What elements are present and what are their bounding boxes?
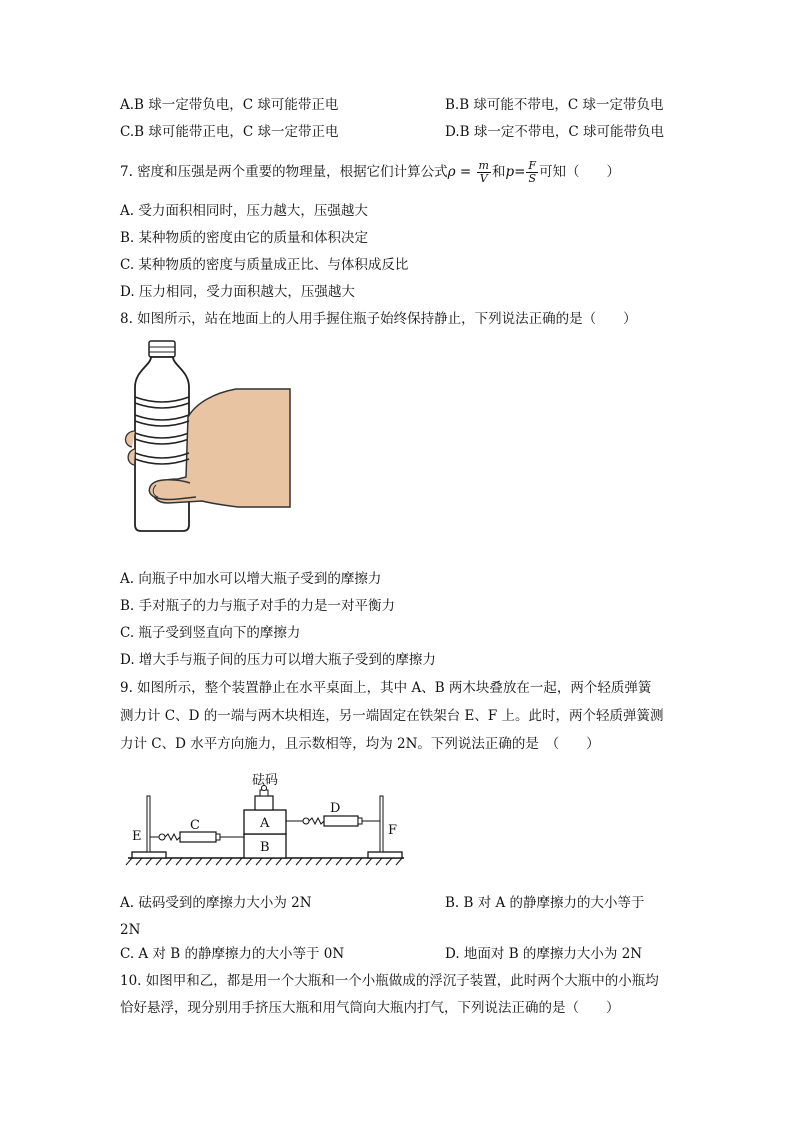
bottle-cap bbox=[149, 341, 175, 357]
q9-stem-line1: 9. 如图所示，整个装置静止在水平桌面上，其中 A、B 两木块叠放在一起，两个轻质弹簧 bbox=[120, 680, 652, 696]
q8-stem: 8. 如图所示，站在地面上的人用手握住瓶子始终保持静止，下列说法正确的是（ ） bbox=[120, 311, 637, 327]
q7-density-fraction bbox=[477, 160, 491, 185]
q7-frac-s: S bbox=[528, 172, 537, 185]
q7-frac-f: F bbox=[528, 159, 537, 172]
spring-scale-c bbox=[150, 832, 244, 842]
label-c: C bbox=[190, 818, 200, 833]
q9-option-b: B. B 对 A 的静摩擦力的大小等于 bbox=[445, 895, 645, 911]
q7-option-d: D. 压力相同，受力面积越大，压强越大 bbox=[120, 284, 355, 300]
q7-pressure-fraction bbox=[526, 160, 538, 185]
label-e: E bbox=[132, 829, 142, 844]
q6-option-d: D.B 球一定不带电，C 球可能带负电 bbox=[445, 124, 664, 140]
q9-option-b-continued: 2N bbox=[120, 922, 141, 938]
q7-eq: = bbox=[455, 164, 476, 180]
q9-stem-line2: 测力计 C、D 的一端与两木块相连，另一端固定在铁架台 E、F 上。此时，两个轻质弹簧测 bbox=[120, 708, 664, 724]
weight bbox=[255, 786, 273, 811]
bottle-hand-figure bbox=[118, 335, 298, 535]
q7-and: 和 bbox=[491, 164, 506, 180]
q6-option-a: A.B 球一定带负电，C 球可能带正电 bbox=[120, 97, 339, 113]
q7-frac-m: m bbox=[478, 159, 489, 172]
q8-option-b: B. 手对瓶子的力与瓶子对手的力是一对平衡力 bbox=[120, 598, 396, 614]
q7-option-b: B. 某种物质的密度由它的质量和体积决定 bbox=[120, 230, 369, 246]
label-weight: 砝码 bbox=[252, 773, 279, 788]
label-a: A bbox=[260, 816, 270, 831]
finger-tip bbox=[128, 449, 135, 465]
q9-option-d: D. 地面对 B 的摩擦力大小为 2N bbox=[445, 946, 643, 962]
q7-rho: ρ bbox=[447, 164, 456, 180]
q8-option-a: A. 向瓶子中加水可以增大瓶子受到的摩擦力 bbox=[120, 571, 382, 587]
q10-stem-line2: 恰好悬浮，现分别用手挤压大瓶和用气筒向大瓶内打气，下列说法正确的是（ ） bbox=[120, 1000, 620, 1016]
q8-option-c: C. 瓶子受到竖直向下的摩擦力 bbox=[120, 625, 301, 641]
q6-option-c: C.B 球可能带正电，C 球一定带正电 bbox=[120, 124, 339, 140]
q6-option-b: B.B 球可能不带电，C 球一定带负电 bbox=[445, 97, 664, 113]
q10-stem-line1: 10. 如图甲和乙，都是用一个大瓶和一个小瓶做成的浮沉子装置，此时两个大瓶中的小瓶均 bbox=[120, 973, 659, 989]
q7-option-c: C. 某种物质的密度与质量成正比、与体积成反比 bbox=[120, 257, 409, 273]
q7-stem bbox=[120, 160, 620, 185]
q7-option-a: A. 受力面积相同时，压力越大，压强越大 bbox=[120, 203, 368, 219]
q7-stem-prefix: 7. 密度和压强是两个重要的物理量，根据它们计算公式 bbox=[120, 164, 448, 180]
finger-tip bbox=[126, 431, 135, 447]
q8-option-d: D. 增大手与瓶子间的压力可以增大瓶子受到的摩擦力 bbox=[120, 652, 436, 668]
q9-option-c: C. A 对 B 的静摩擦力的大小等于 0N bbox=[120, 946, 345, 962]
q9-stem-line3: 力计 C、D 水平方向施力，且示数相等，均为 2N。下列说法正确的是 （ ） bbox=[120, 736, 600, 752]
spring-scale-figure bbox=[120, 768, 410, 868]
q7-stem-suffix: 可知（ ） bbox=[539, 164, 621, 180]
stand-e bbox=[132, 796, 166, 858]
q7-frac-v: V bbox=[479, 172, 488, 185]
q7-p-eq: p= bbox=[505, 164, 526, 180]
spring-scale-d bbox=[286, 816, 380, 826]
label-f: F bbox=[388, 823, 398, 838]
q9-option-a: A. 砝码受到的摩擦力大小为 2N bbox=[120, 895, 312, 911]
label-d: D bbox=[330, 801, 341, 816]
label-b: B bbox=[260, 840, 270, 855]
